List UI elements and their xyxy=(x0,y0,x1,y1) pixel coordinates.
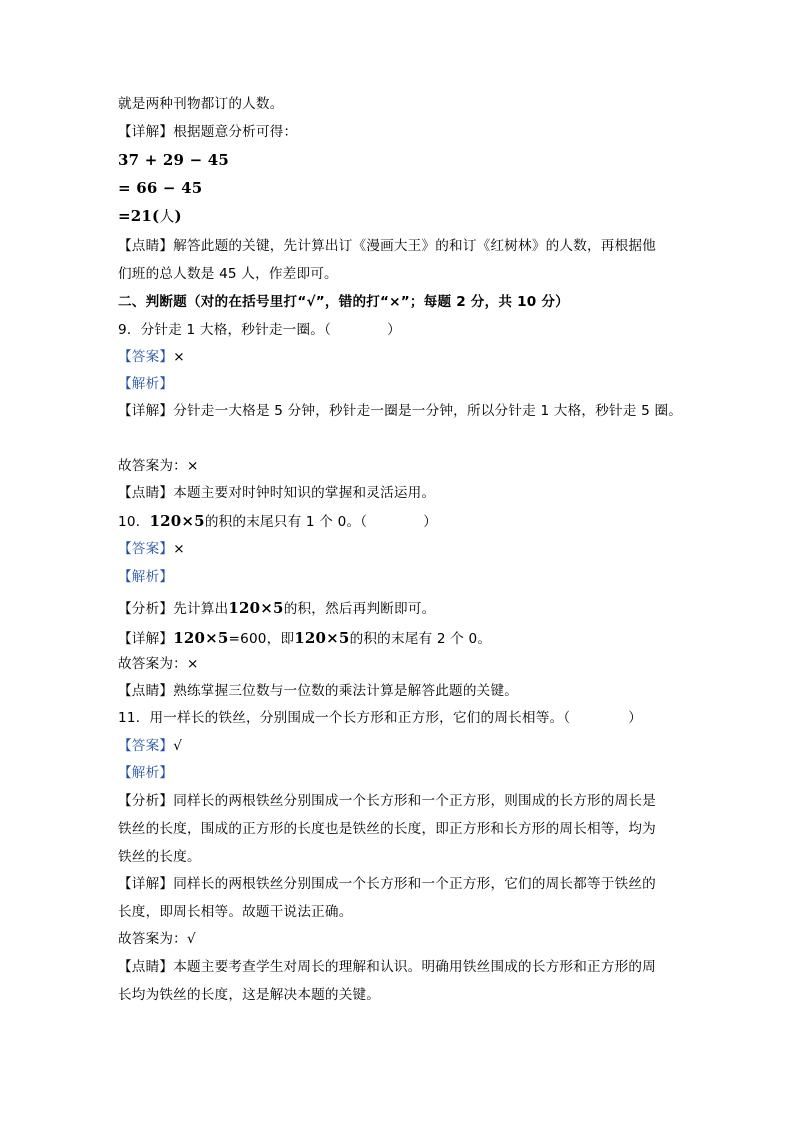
insight-tag: 【点睛】 xyxy=(118,238,174,254)
text: 解答此题的关键，先计算出订《漫画大王》的和订《红树林》的人数，再根据他 xyxy=(173,238,656,254)
analysis-tag-line xyxy=(118,763,173,783)
analysis-tag-line xyxy=(118,374,173,394)
equation: 37 + 29 − 45 xyxy=(118,151,230,169)
question-10 xyxy=(118,511,437,532)
equation-unit: 人 xyxy=(159,207,175,225)
text-line xyxy=(118,264,338,284)
analysis-line xyxy=(118,598,435,619)
question-text: 9．分针走 1 大格，秒针走一圈。（ xyxy=(118,322,332,338)
insight-line xyxy=(118,681,518,701)
answer-value: √ xyxy=(173,738,183,754)
question-text: ） xyxy=(628,710,643,726)
text: 铁丝的长度，围成的正方形的长度也是铁丝的长度，即正方形和长方形的周长相等，均为 xyxy=(118,821,656,837)
analysis-line xyxy=(118,791,656,811)
text: 长度，即周长相等。故题干说法正确。 xyxy=(118,904,353,920)
text: 故答案为：√ xyxy=(118,931,196,947)
answer-tag: 【答案】 xyxy=(118,349,174,365)
final-answer-line xyxy=(118,654,199,674)
text-line xyxy=(118,94,284,114)
math-expression: 120×5 xyxy=(173,629,229,647)
equation: = 66 − 45 xyxy=(118,179,203,197)
answer-tag: 【答案】 xyxy=(118,541,174,557)
question-number: 10． xyxy=(118,514,150,530)
math-expression: 120×5 xyxy=(228,599,284,617)
insight-line xyxy=(118,483,435,503)
detail-line xyxy=(118,628,491,649)
detail-line xyxy=(118,122,297,142)
insight-tag: 【点睛】 xyxy=(118,485,174,501)
text: 故答案为：× xyxy=(118,656,199,672)
answer-tag: 【答案】 xyxy=(118,738,174,754)
analysis-line xyxy=(118,847,201,867)
analysis-line xyxy=(118,819,656,839)
text: 熟练掌握三位数与一位数的乘法计算是解答此题的关键。 xyxy=(173,683,519,699)
insight-line xyxy=(118,957,656,977)
analysis-tag-line xyxy=(118,567,173,587)
text: 分针走一大格是 5 分钟，秒针走一圈是一分钟，所以分针走 1 大格，秒针走 5 圈。 xyxy=(173,403,683,419)
answer-line xyxy=(118,347,185,367)
insight-line xyxy=(118,236,656,256)
text: =600，即 xyxy=(228,631,295,647)
text: 同样长的两根铁丝分别围成一个长方形和一个正方形，它们的周长都等于铁丝的 xyxy=(173,876,656,892)
text: 本题主要对时钟时知识的掌握和灵活运用。 xyxy=(173,485,436,501)
math-expression: 120×5 xyxy=(149,512,205,530)
text: 故答案为：× xyxy=(118,458,199,474)
section-title: 二、判断题（对的在括号里打“√”，错的打“×”；每题 2 分，共 10 分） xyxy=(118,294,569,310)
insight-line xyxy=(118,985,380,1005)
text: 长均为铁丝的长度，这是解决本题的关键。 xyxy=(118,987,381,1003)
text: 就是两种刊物都订的人数。 xyxy=(118,96,284,112)
equation-line xyxy=(118,178,202,198)
detail-line xyxy=(118,401,682,421)
text: 本题主要考查学生对周长的理解和认识。明确用铁丝围成的长方形和正方形的周 xyxy=(173,959,656,975)
final-answer-line xyxy=(118,929,196,949)
equation-line xyxy=(118,206,182,226)
equation-line xyxy=(118,150,229,170)
question-11 xyxy=(118,708,642,728)
analysis-tag: 【分析】 xyxy=(118,601,174,617)
question-text: 11．用一样长的铁丝，分别围成一个长方形和正方形，它们的周长相等。（ xyxy=(118,710,571,726)
equation: ) xyxy=(174,207,182,225)
question-text: 的积的末尾只有 1 个 0。（ xyxy=(204,514,368,530)
final-answer-line xyxy=(118,456,199,476)
analysis-tag: 【解析】 xyxy=(118,569,174,585)
text: 的积的末尾有 2 个 0。 xyxy=(349,631,492,647)
text: 根据题意分析可得： xyxy=(173,124,298,140)
question-text: ） xyxy=(423,514,438,530)
answer-value: × xyxy=(173,541,185,557)
analysis-tag: 【分析】 xyxy=(118,793,174,809)
text: 的积，然后再判断即可。 xyxy=(283,601,436,617)
section-heading xyxy=(118,292,569,312)
insight-tag: 【点睛】 xyxy=(118,959,174,975)
text: 铁丝的长度。 xyxy=(118,849,201,865)
detail-tag: 【详解】 xyxy=(118,403,174,419)
detail-tag: 【详解】 xyxy=(118,876,174,892)
equation: =21( xyxy=(118,207,160,225)
math-expression: 120×5 xyxy=(294,629,350,647)
detail-line xyxy=(118,874,656,894)
detail-tag: 【详解】 xyxy=(118,124,174,140)
insight-tag: 【点睛】 xyxy=(118,683,174,699)
answer-value: × xyxy=(173,349,185,365)
question-9 xyxy=(118,320,401,340)
detail-tag: 【详解】 xyxy=(118,631,174,647)
analysis-tag: 【解析】 xyxy=(118,765,174,781)
detail-line xyxy=(118,902,353,922)
text: 同样长的两根铁丝分别围成一个长方形和一个正方形，则围成的长方形的周长是 xyxy=(173,793,656,809)
text: 们班的总人数是 45 人，作差即可。 xyxy=(118,266,338,282)
answer-line xyxy=(118,736,182,756)
answer-line xyxy=(118,539,185,559)
text: 先计算出 xyxy=(173,601,229,617)
analysis-tag: 【解析】 xyxy=(118,376,174,392)
question-text: ） xyxy=(387,322,401,338)
